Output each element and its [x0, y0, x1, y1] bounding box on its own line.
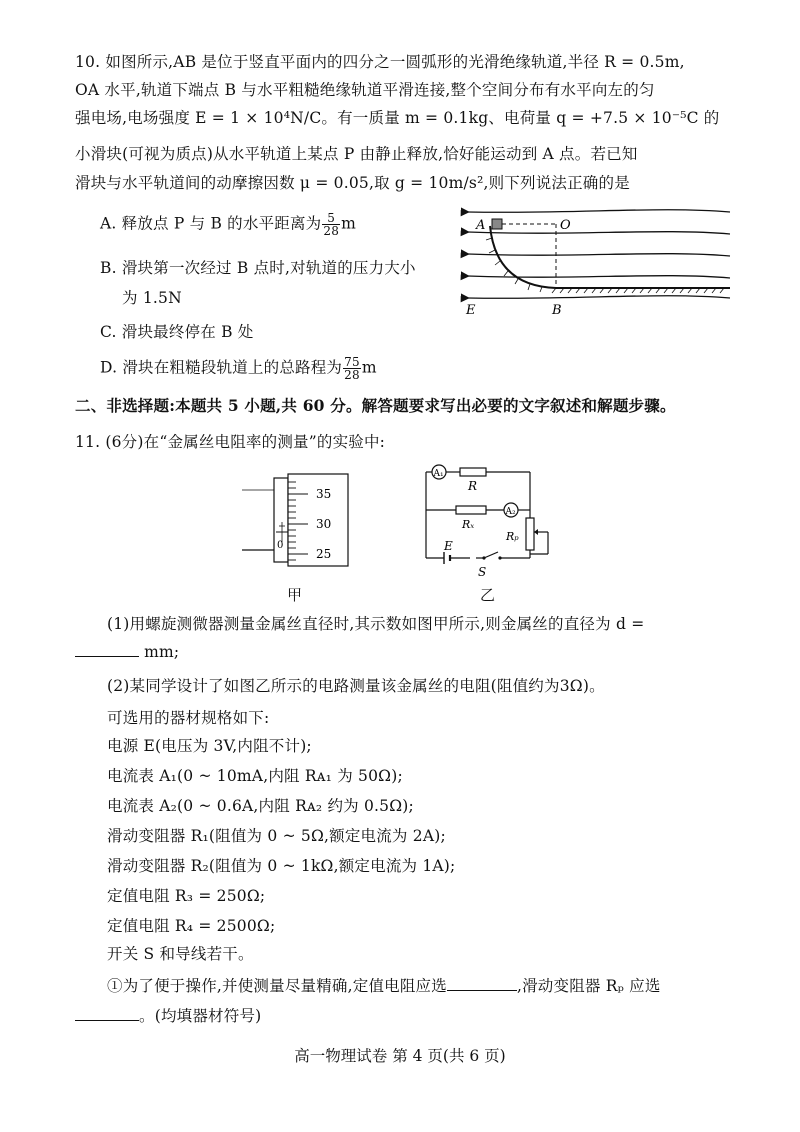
- equipment-intro: 可选用的器材规格如下:: [107, 709, 270, 727]
- tick-25: 25: [316, 547, 332, 561]
- label-r: R: [468, 479, 478, 493]
- answer-blank-d[interactable]: [75, 642, 139, 657]
- q10-line-1: 10. 如图所示,AB 是位于竖直平面内的四分之一圆弧形的光滑绝缘轨道,半径 R = 0.5m,: [75, 53, 685, 71]
- section-2-heading: 二、非选择题:本题共 5 小题,共 60 分。解答题要求写出必要的文字叙述和解题步骤。: [75, 396, 676, 415]
- q10-line-2: OA 水平,轨道下端点 B 与水平粗糙绝缘轨道平滑连接,整个空间分布有水平向左的匀: [75, 81, 655, 99]
- option-a-text: A. 释放点 P 与 B 的水平距离为: [100, 214, 322, 233]
- unit-mm: mm;: [144, 643, 180, 661]
- label-a: A: [476, 218, 486, 233]
- arc-track: [490, 226, 730, 288]
- label-o: O: [560, 218, 571, 233]
- label-s: S: [478, 565, 487, 579]
- q10-line-4: 小滑块(可视为质点)从水平轨道上某点 P 由静止释放,恰好能运动到 A 点。若已知: [75, 145, 638, 163]
- caption-yi: 乙: [480, 586, 496, 604]
- q10-option-d: [100, 356, 377, 381]
- sub1-text-b: ,滑动变阻器 Rₚ 应选: [516, 977, 661, 995]
- tick-30: 30: [316, 517, 332, 531]
- caption-jia: 甲: [287, 586, 303, 604]
- equipment-item: 电源 E(电压为 3V,内阻不计);: [107, 737, 312, 755]
- equipment-item: 滑动变阻器 R₂(阻值为 0 ~ 1kΩ,额定电流为 1A);: [107, 857, 456, 875]
- label-rp: Rₚ: [506, 530, 519, 543]
- option-d-unit: m: [361, 358, 377, 377]
- q10-line-5: 滑块与水平轨道间的动摩擦因数 μ = 0.05,取 g = 10m/s²,则下列说法正确的是: [75, 174, 630, 192]
- q11-sub1-line2: [75, 1006, 261, 1026]
- equipment-item: 定值电阻 R₃ = 250Ω;: [107, 887, 266, 905]
- label-b: B: [552, 303, 562, 318]
- electric-field-lines: [468, 210, 730, 299]
- sub1-text-a: ①为了便于操作,并使测量尽量精确,定值电阻应选: [107, 977, 447, 995]
- option-a-denominator: 28: [323, 224, 340, 238]
- micrometer-figure: [238, 470, 358, 570]
- equipment-item: 定值电阻 R₄ = 2500Ω;: [107, 917, 276, 935]
- rheostat-rp: [526, 518, 534, 550]
- option-d-text: D. 滑块在粗糙段轨道上的总路程为: [100, 358, 343, 377]
- q10-option-b-line1: B. 滑块第一次经过 B 点时,对轨道的压力大小: [100, 259, 416, 277]
- equipment-item: 开关 S 和导线若干。: [107, 945, 254, 963]
- page-footer: 高一物理试卷 第 4 页(共 6 页): [294, 1047, 506, 1065]
- q10-track-figure: [460, 198, 740, 320]
- option-a-numerator: 5: [322, 212, 340, 225]
- option-d-fraction: [343, 356, 361, 381]
- sub1-text-c: 。(均填器材符号): [139, 1007, 262, 1025]
- sleeve-zero: 0: [277, 540, 284, 551]
- label-rx: Rₓ: [462, 518, 475, 531]
- q11-part2: (2)某同学设计了如图乙所示的电路测量该金属丝的电阻(阻值约为3Ω)。: [107, 677, 605, 695]
- tick-35: 35: [316, 487, 332, 501]
- track-hatching: [486, 238, 724, 293]
- label-a2: A₂: [505, 507, 516, 517]
- q10-option-b-line2: 为 1.5N: [122, 289, 182, 307]
- q10-option-a: [100, 212, 356, 237]
- q11-sub1-line1: [107, 976, 661, 996]
- label-e-source: E: [444, 539, 453, 553]
- q11-part1-line2: [75, 642, 179, 662]
- equipment-item: 滑动变阻器 R₁(阻值为 0 ~ 5Ω,额定电流为 2A);: [107, 827, 446, 845]
- label-e: E: [466, 303, 476, 318]
- option-a-unit: m: [341, 214, 356, 233]
- answer-blank-resistor[interactable]: [447, 976, 517, 991]
- q10-line-3: 强电场,电场强度 E = 1 × 10⁴N/C。有一质量 m = 0.1kg、电荷量 q = +7.5 × 10⁻⁵C 的: [75, 109, 720, 127]
- resistor-r: [460, 468, 486, 476]
- label-a1: A₁: [433, 469, 444, 479]
- answer-blank-rheostat[interactable]: [75, 1006, 139, 1021]
- resistor-rx: [456, 506, 486, 514]
- q10-option-c: C. 滑块最终停在 B 处: [100, 323, 254, 341]
- option-d-numerator: 75: [344, 355, 360, 369]
- equipment-item: 电流表 A₂(0 ~ 0.6A,内阻 Rᴀ₂ 约为 0.5Ω);: [107, 797, 414, 815]
- option-a-fraction: [322, 212, 340, 237]
- q11-part1-line1: (1)用螺旋测微器测量金属丝直径时,其示数如图甲所示,则金属丝的直径为 d =: [107, 615, 645, 633]
- q11-title: 11. (6分)在“金属丝电阻率的测量”的实验中:: [75, 433, 386, 451]
- equipment-item: 电流表 A₁(0 ~ 10mA,内阻 Rᴀ₁ 为 50Ω);: [107, 767, 403, 785]
- slider-block: [492, 219, 502, 229]
- option-d-denominator: 28: [344, 368, 360, 382]
- circuit-figure: [412, 458, 562, 582]
